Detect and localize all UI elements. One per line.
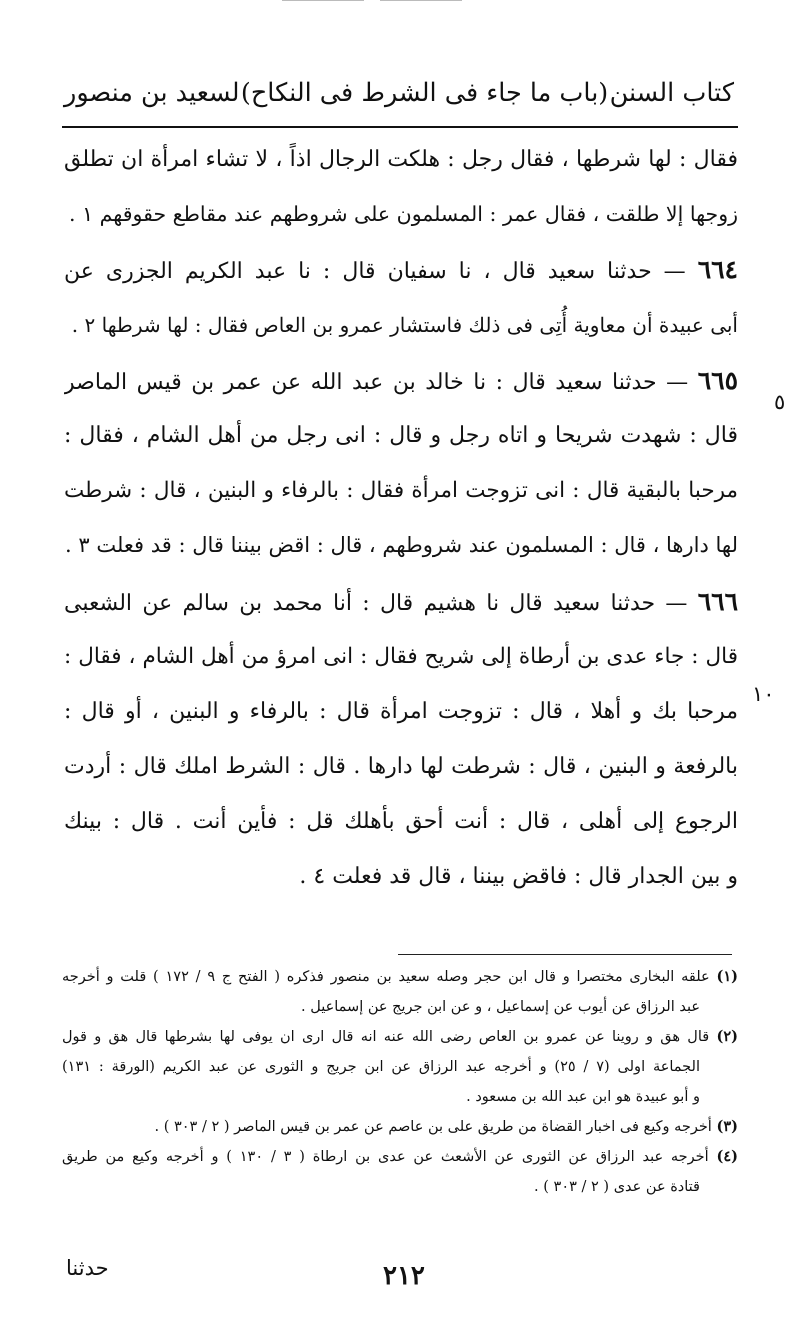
text-line: الرجوع إلى أهلى ، قال : أنت أحق بأهلك قل : فأين أنت . قال : بينك [64, 809, 738, 835]
footnote-text: أخرجه وكيع فى اخبار القضاة من طريق على بن عاصم عن عمر بن قيس الماصر ( ٢ / ٣٠٣ ) . [154, 1119, 712, 1135]
catchword: حدثنا [66, 1256, 109, 1280]
footnote-text: قتادة عن عدى ( ٢ / ٣٠٣ ) . [534, 1179, 700, 1195]
hadith-number: ٦٦٤ [697, 255, 738, 285]
hadith-666-line [64, 574, 738, 629]
footnote-text: و أبو عبيدة هو ابن عبد الله بن مسعود . [466, 1089, 700, 1105]
main-text [64, 132, 738, 905]
header-rule [62, 126, 738, 128]
footnote-marker: (٣) [716, 1118, 738, 1135]
footnote-text: أخرجه عبد الرزاق عن الثورى عن الأشعث عن عدى بن ارطاة ( ٣ / ١٣٠ ) و أخرجه وكيع من طريق [62, 1149, 709, 1165]
text-line: مرحبا بك و أهلا ، قال : تزوجت امرأة قال : بالرفاء و البنين ، أو قال : [64, 698, 738, 724]
footnote-4 [62, 1142, 738, 1172]
text-line: مرحبا بالبقية قال : انى تزوجت امرأة فقال : بالرفاء و البنين ، قال : شرطت [64, 478, 738, 504]
hadith-664-line [64, 242, 738, 297]
book-title: كتاب السنن [609, 78, 734, 108]
footnote-marker: (٢) [716, 1028, 738, 1045]
text-line: فقال : لها شرطها ، فقال رجل : هلكت الرجال اذاً ، لا تشاء امرأة ان تطلق [64, 147, 738, 172]
footnote-text: قال هق و روينا عن عمرو بن العاص رضى الله عنه انه قال ارى ان يوفى لها بشرطها قال هق و قول [62, 1029, 710, 1045]
text-line: — حدثنا سعيد قال نا هشيم قال : أنا محمد بن سالم عن الشعبى [64, 590, 688, 616]
text-line: قال : شهدت شريحا و اتاه رجل و قال : انى رجل من أهل الشام ، فقال : [64, 422, 738, 448]
text-line: بالرفعة و البنين ، قال : شرطت لها دارها . قال : الشرط املك قال : أردت [64, 754, 738, 780]
author-name: لسعيد بن منصور [64, 78, 240, 108]
text-line: زوجها إلا طلقت ، فقال عمر : المسلمون على شروطهم عند مقاطع حقوقهم ١ . [69, 202, 738, 227]
footnote-marker: (٤) [716, 1148, 738, 1165]
hadith-number: ٦٦٦ [697, 586, 738, 616]
text-line: — حدثنا سعيد قال ، نا سفيان قال : نا عبد الكريم الجزرى عن [64, 259, 686, 285]
text-line: — حدثنا سعيد قال : نا خالد بن عبد الله عن عمر بن قيس الماصر [64, 369, 689, 395]
footnote-1 [62, 962, 738, 992]
footnote-3 [62, 1112, 738, 1142]
footnote-2 [62, 1022, 738, 1052]
page-number: ٢١٢ [383, 1261, 425, 1291]
top-edge-mark [380, 0, 462, 1]
hadith-number: ٦٦٥ [697, 365, 738, 395]
footnotes [62, 962, 738, 1202]
text-line: قال : جاء عدى بن أرطاة إلى شريح فقال : انى امرؤ من أهل الشام ، فقال : [64, 643, 738, 669]
footnote-marker: (١) [716, 968, 738, 985]
footnote-rule [398, 954, 732, 955]
line-number-margin: ٥ [774, 390, 786, 414]
footnote-text: الجماعة اولى (٧ / ٢٥) و أخرجه عبد الرزاق عن ابن جريج و الثورى عن عبد الكريم (الورقة : ١٣١) [62, 1059, 700, 1075]
text-line: و بين الجدار قال : فاقض بيننا ، قال قد فعلت ٤ . [299, 864, 738, 890]
running-header [64, 70, 734, 116]
top-edge-mark [282, 0, 364, 1]
footnote-text: علقه البخارى مختصرا و قال ابن حجر وصله سعيد بن منصور فذكره ( الفتح ج ٩ / ١٧٢ ) قلت و أخرجه [62, 969, 710, 985]
hadith-665-line [64, 353, 738, 408]
line-number-margin: ١٠ [752, 682, 775, 706]
text-line: لها دارها ، قال : المسلمون عند شروطهم ، قال : اقض بيننا قال : قد فعلت ٣ . [65, 533, 738, 558]
chapter-title: (باب ما جاء فى الشرط فى النكاح) [240, 78, 609, 108]
text-line: أبى عبيدة أن معاوية أُتِى فى ذلك فاستشار عمرو بن العاص فقال : لها شرطها ٢ . [71, 312, 738, 337]
footnote-text: عبد الرزاق عن أيوب عن إسماعيل ، و عن ابن جريج عن إسماعيل . [301, 999, 700, 1015]
